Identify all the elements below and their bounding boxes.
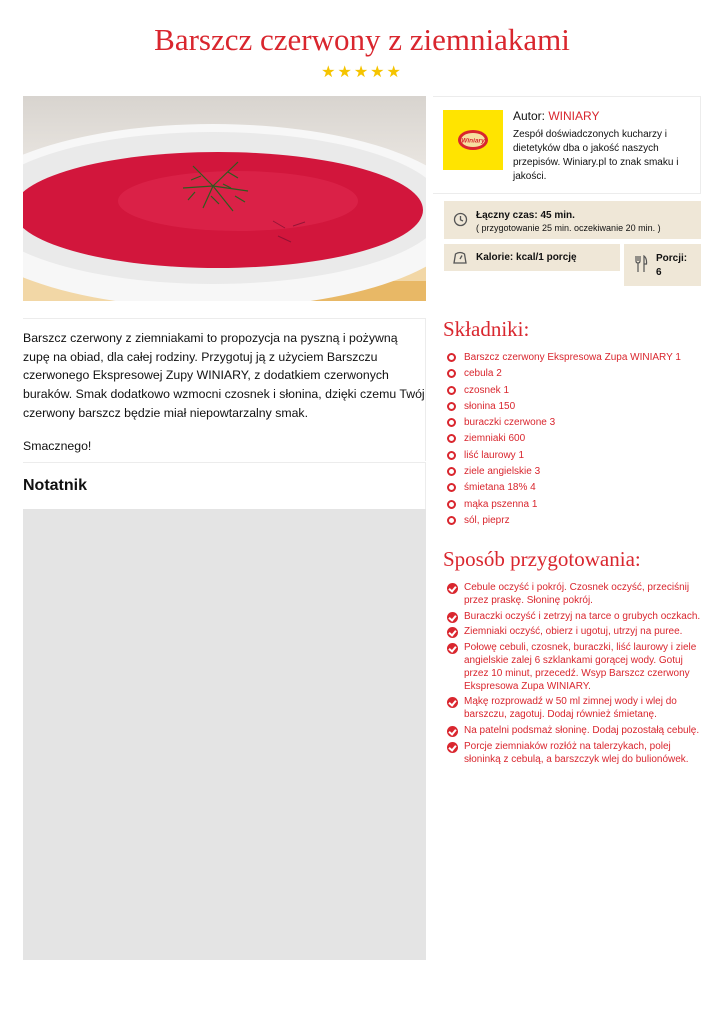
ring-bullet-icon xyxy=(447,483,456,492)
ingredient-text: Barszcz czerwony Ekspresowa Zupa WINIARY 1 xyxy=(464,352,681,363)
step-text: Połowę cebuli, czosnek, buraczki, liść laurowy i ziele angielskie zalej 6 szklankami gorącej wody. Gotuj przez 10 minut, przecedź. Wsyp Barszcz czerwony Ekspresowa Zupa WINIARY. xyxy=(464,642,697,692)
ingredient-item[interactable] xyxy=(447,514,681,530)
check-icon[interactable] xyxy=(447,726,458,737)
ingredient-text: śmietana 18% 4 xyxy=(464,482,536,494)
ingredient-item[interactable] xyxy=(447,400,681,416)
portions-info xyxy=(624,244,701,286)
author-link[interactable]: WINIARY xyxy=(548,109,600,123)
ingredient-text: słonina 150 xyxy=(464,400,516,412)
ingredient-text: sól, pieprz xyxy=(464,514,510,526)
check-icon[interactable] xyxy=(447,612,458,623)
check-icon[interactable] xyxy=(447,742,458,753)
author-card xyxy=(433,96,701,194)
scale-icon xyxy=(452,250,468,265)
ingredients-list xyxy=(447,351,681,530)
ingredients-heading: Składniki: xyxy=(443,317,530,341)
ingredient-text: ziele angielskie 3 xyxy=(464,466,541,478)
method-step[interactable] xyxy=(447,611,709,624)
ingredient-item[interactable] xyxy=(447,432,681,448)
total-time: Łączny czas: 45 min. xyxy=(476,210,575,221)
method-step[interactable] xyxy=(447,642,709,693)
ingredient-text: czosnek 1 xyxy=(464,384,510,396)
ingredient-item[interactable] xyxy=(447,498,681,514)
step-text: Buraczki oczyść i zetrzyj na tarce o grubych oczkach. xyxy=(464,610,701,622)
method-step[interactable] xyxy=(447,725,709,738)
ring-bullet-icon xyxy=(447,418,456,427)
check-icon[interactable] xyxy=(447,697,458,708)
ring-bullet-icon xyxy=(447,353,456,362)
check-icon[interactable] xyxy=(447,627,458,638)
method-steps xyxy=(447,582,709,769)
method-step[interactable] xyxy=(447,582,709,608)
ring-bullet-icon xyxy=(447,451,456,460)
time-info xyxy=(444,201,701,239)
author-label: Autor: xyxy=(513,109,549,123)
notes-area[interactable] xyxy=(23,509,426,960)
ring-bullet-icon xyxy=(447,369,456,378)
method-step[interactable] xyxy=(447,626,709,639)
ring-bullet-icon xyxy=(447,386,456,395)
step-text: Porcje ziemniaków rozłóż na talerzykach, polej słoninką z cebulą, a barszczyk wlej do bulionówek. xyxy=(464,740,689,765)
method-step[interactable] xyxy=(447,741,709,767)
ingredient-text: liść laurowy 1 xyxy=(464,449,525,461)
portions-value: 6 xyxy=(656,267,662,278)
author-bio: Zespół doświadczonych kucharzy i dietetyków dba o jakość naszych przepisów. Winiary.pl to znak smaku i jakości. xyxy=(513,129,679,182)
notes-header xyxy=(23,462,426,509)
check-icon[interactable] xyxy=(447,643,458,654)
winiary-logo[interactable] xyxy=(443,110,503,170)
method-step[interactable] xyxy=(447,696,709,722)
clock-icon xyxy=(453,212,468,227)
ingredient-item[interactable] xyxy=(447,351,681,367)
ingredient-text: ziemniaki 600 xyxy=(464,433,526,445)
method-heading: Sposób przygotowania: xyxy=(443,547,641,571)
ingredient-item[interactable] xyxy=(447,481,681,497)
ring-bullet-icon xyxy=(447,516,456,525)
recipe-description xyxy=(23,318,426,461)
time-detail: ( przygotowanie 25 min. oczekiwanie 20 min. ) xyxy=(476,223,661,233)
cutlery-icon xyxy=(634,255,648,273)
calories-text: Kalorie: kcal/1 porcję xyxy=(476,252,577,263)
description-text: Barszcz czerwony z ziemniakami to propozycja na pyszną i pożywną zupę na obiad, dla całej rodziny. Przygotuj ją z użyciem Barszczu czerwonego Ekspresowej Zupy WINIARY, z dodatkiem czerwonych buraków. Smak dodatkowo wzmocni czosnek i słonina, dzięki czemu Twój czerwony barszcz będzie miał niepowtarzalny smak. xyxy=(23,331,425,420)
ring-bullet-icon xyxy=(447,434,456,443)
ring-bullet-icon xyxy=(447,402,456,411)
step-text: Ziemniaki oczyść, obierz i ugotuj, utrzyj na puree. xyxy=(464,626,683,638)
recipe-photo xyxy=(23,96,426,301)
logo-text: Winiary xyxy=(461,137,485,145)
notes-heading: Notatnik xyxy=(23,477,87,494)
ring-bullet-icon xyxy=(447,500,456,509)
ingredient-text: buraczki czerwone 3 xyxy=(464,417,556,429)
recipe-title: Barszcz czerwony z ziemniakami xyxy=(154,22,570,57)
check-icon[interactable] xyxy=(447,583,458,594)
step-text: Mąkę rozprowadź w 50 ml zimnej wody i wlej do barszczu, zagotuj. Dodaj również śmietanę. xyxy=(464,696,677,721)
ring-bullet-icon xyxy=(447,467,456,476)
portions-label: Porcji: xyxy=(656,253,688,264)
ingredient-item[interactable] xyxy=(447,367,681,383)
step-text: Cebule oczyść i pokrój. Czosnek oczyść, przeciśnij przez praskę. Słoninę pokrój. xyxy=(464,582,690,606)
portions-text xyxy=(656,252,687,280)
calories-info xyxy=(444,244,620,271)
step-text: Na patelni podsmaż słoninę. Dodaj pozostałą cebulę. xyxy=(464,724,700,736)
ingredient-item[interactable] xyxy=(447,465,681,481)
ingredient-item[interactable] xyxy=(447,384,681,400)
ingredient-item[interactable] xyxy=(447,449,681,465)
ingredient-text: mąka pszenna 1 xyxy=(464,498,538,510)
ingredient-item[interactable] xyxy=(447,416,681,432)
closing-text: Smacznego! xyxy=(23,438,92,453)
ingredient-text: cebula 2 xyxy=(464,368,502,380)
author-line xyxy=(513,109,599,123)
rating-stars[interactable]: ★★★★★ xyxy=(321,64,403,81)
